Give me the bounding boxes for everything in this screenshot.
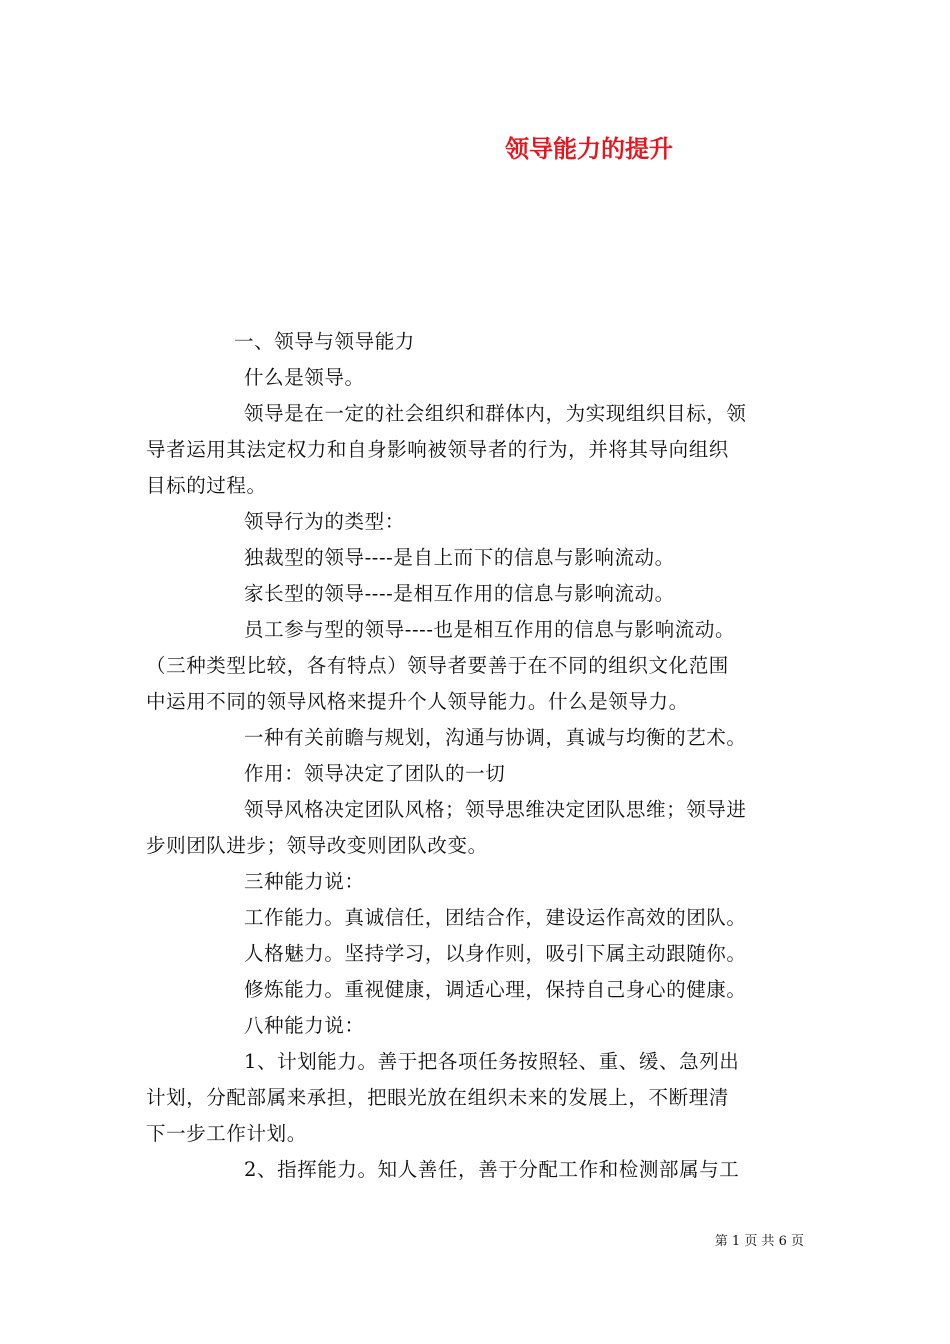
- paragraph-line: 员工参与型的领导----也是相互作用的信息与影响流动。: [244, 618, 736, 641]
- paragraph-line: （三种类型比较，各有特点）领导者要善于在不同的组织文化范围: [146, 654, 729, 677]
- paragraph-line: 1、计划能力。善于把各项任务按照轻、重、缓、急列出: [244, 1050, 740, 1073]
- paragraph-line: 目标的过程。: [146, 474, 267, 497]
- paragraph-line: 2、指挥能力。知人善任，善于分配工作和检测部属与工: [244, 1158, 740, 1181]
- paragraph-line: 三种能力说：: [244, 870, 365, 893]
- paragraph-line: 中运用不同的领导风格来提升个人领导能力。什么是领导力。: [146, 690, 689, 713]
- paragraph-line: 计划，分配部属来承担，把眼光放在组织未来的发展上，不断理清: [146, 1086, 729, 1109]
- paragraph-line: 工作能力。真诚信任，团结合作，建设运作高效的团队。: [244, 906, 747, 929]
- paragraph-line: 人格魅力。坚持学习，以身作则，吸引下属主动跟随你。: [244, 942, 747, 965]
- section-heading: 一、领导与领导能力: [234, 330, 415, 353]
- paragraph-line: 八种能力说：: [244, 1014, 365, 1037]
- paragraph-line: 领导行为的类型：: [244, 510, 405, 533]
- paragraph-line: 什么是领导。: [244, 366, 365, 389]
- page-number: 第 1 页 共 6 页: [714, 1234, 804, 1249]
- paragraph-line: 家长型的领导----是相互作用的信息与影响流动。: [244, 582, 675, 605]
- paragraph-line: 下一步工作计划。: [146, 1122, 307, 1145]
- paragraph-line: 领导是在一定的社会组织和群体内，为实现组织目标，领: [244, 402, 747, 425]
- document-title: 领导能力的提升: [505, 135, 673, 163]
- paragraph-line: 作用：领导决定了团队的一切: [244, 762, 506, 785]
- paragraph-line: 领导风格决定团队风格；领导思维决定团队思维；领导进: [244, 798, 747, 821]
- paragraph-line: 导者运用其法定权力和自身影响被领导者的行为，并将其导向组织: [146, 438, 729, 461]
- paragraph-line: 独裁型的领导----是自上而下的信息与影响流动。: [244, 546, 675, 569]
- paragraph-line: 步则团队进步；领导改变则团队改变。: [146, 834, 488, 857]
- paragraph-line: 修炼能力。重视健康，调适心理，保持自己身心的健康。: [244, 978, 747, 1001]
- paragraph-line: 一种有关前瞻与规划，沟通与协调，真诚与均衡的艺术。: [244, 726, 747, 749]
